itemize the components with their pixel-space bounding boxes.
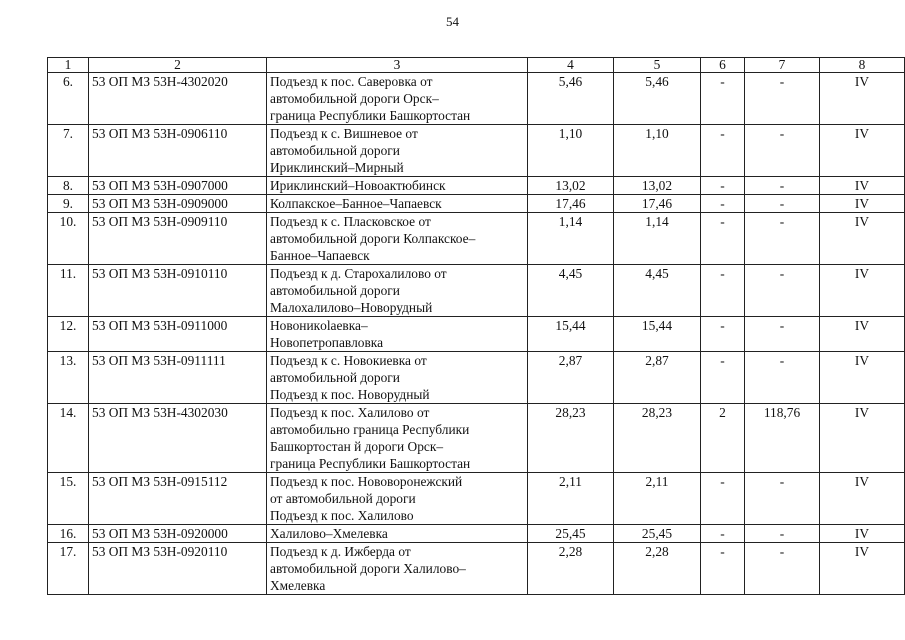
- road-name-line: Подъезд к с. Новокиевка от: [270, 353, 427, 368]
- table-row: [48, 195, 905, 213]
- header-row: [48, 58, 905, 73]
- road-name: [267, 525, 528, 543]
- road-name-line: Подъезд к д. Ижберда от: [270, 544, 411, 559]
- road-name-line: автомобильной дороги: [270, 370, 400, 385]
- row-number: 13.: [48, 352, 89, 404]
- road-name: [267, 125, 528, 177]
- row-number: 6.: [48, 73, 89, 125]
- road-category: IV: [820, 213, 905, 265]
- table-row: [48, 73, 905, 125]
- road-name-line: Новопетропавловка: [270, 335, 384, 350]
- row-number: 10.: [48, 213, 89, 265]
- header-cell: 6: [701, 58, 745, 73]
- road-code: 53 ОП МЗ 53Н-0920110: [89, 543, 267, 595]
- col-7-value: -: [745, 525, 820, 543]
- road-code: 53 ОП МЗ 53Н-4302030: [89, 404, 267, 473]
- header-cell: 2: [89, 58, 267, 73]
- road-category: IV: [820, 473, 905, 525]
- road-code: 53 ОП МЗ 53Н-0909110: [89, 213, 267, 265]
- col-6-value: -: [701, 125, 745, 177]
- row-number: 14.: [48, 404, 89, 473]
- col-5-value: 28,23: [614, 404, 701, 473]
- header-cell: 8: [820, 58, 905, 73]
- road-name-line: автомобильной дороги: [270, 283, 400, 298]
- road-name-line: граница Республики Башкортостан: [270, 456, 471, 471]
- road-category: IV: [820, 195, 905, 213]
- col-7-value: -: [745, 543, 820, 595]
- col-6-value: -: [701, 265, 745, 317]
- table-body: [48, 73, 905, 595]
- road-code: 53 ОП МЗ 53Н-0910110: [89, 265, 267, 317]
- col-4-value: 13,02: [528, 177, 614, 195]
- road-name-line: от автомобильной дороги: [270, 491, 416, 506]
- row-number: 7.: [48, 125, 89, 177]
- road-code: 53 ОП МЗ 53Н-0907000: [89, 177, 267, 195]
- road-name: [267, 543, 528, 595]
- col-7-value: -: [745, 195, 820, 213]
- road-name: [267, 352, 528, 404]
- road-name-line: Ириклинский–Мирный: [270, 160, 404, 175]
- road-category: IV: [820, 177, 905, 195]
- col-6-value: -: [701, 525, 745, 543]
- row-number: 8.: [48, 177, 89, 195]
- road-name-line: Подъезд к пос. Халилово: [270, 508, 414, 523]
- col-6-value: 2: [701, 404, 745, 473]
- col-4-value: 25,45: [528, 525, 614, 543]
- road-name-line: Банное–Чапаевск: [270, 248, 370, 263]
- row-number: 12.: [48, 317, 89, 352]
- col-4-value: 2,28: [528, 543, 614, 595]
- road-name-line: Хмелевка: [270, 578, 326, 593]
- road-name-line: Подъезд к пос. Нововоронежский: [270, 474, 463, 489]
- road-name-line: автомобильной дороги Орск–: [270, 91, 439, 106]
- road-name-line: Подъезд к пос. Саверовка от: [270, 74, 433, 89]
- col-7-value: -: [745, 352, 820, 404]
- col-7-value: -: [745, 73, 820, 125]
- col-5-value: 4,45: [614, 265, 701, 317]
- road-category: IV: [820, 317, 905, 352]
- col-4-value: 1,14: [528, 213, 614, 265]
- col-5-value: 2,28: [614, 543, 701, 595]
- road-code: 53 ОП МЗ 53Н-4302020: [89, 73, 267, 125]
- header-cell: 1: [48, 58, 89, 73]
- road-name: [267, 213, 528, 265]
- col-6-value: -: [701, 73, 745, 125]
- road-name: [267, 195, 528, 213]
- col-5-value: 5,46: [614, 73, 701, 125]
- table-row: [48, 404, 905, 473]
- road-name-line: автомобильной дороги Колпакское–: [270, 231, 476, 246]
- col-6-value: -: [701, 543, 745, 595]
- col-6-value: -: [701, 213, 745, 265]
- col-5-value: 2,87: [614, 352, 701, 404]
- road-name-line: Колпакское–Банное–Чапаевск: [270, 196, 442, 211]
- col-4-value: 17,46: [528, 195, 614, 213]
- road-name-line: Подъезд к д. Старохалилово от: [270, 266, 447, 281]
- road-name-line: автомобильно граница Республики: [270, 422, 470, 437]
- road-code: 53 ОП МЗ 53Н-0920000: [89, 525, 267, 543]
- col-7-value: 118,76: [745, 404, 820, 473]
- table-row: [48, 317, 905, 352]
- col-4-value: 2,11: [528, 473, 614, 525]
- col-5-value: 2,11: [614, 473, 701, 525]
- road-category: IV: [820, 73, 905, 125]
- col-7-value: -: [745, 177, 820, 195]
- table-row: [48, 177, 905, 195]
- road-name-line: автомобильной дороги: [270, 143, 400, 158]
- col-4-value: 5,46: [528, 73, 614, 125]
- header-cell: 5: [614, 58, 701, 73]
- col-4-value: 28,23: [528, 404, 614, 473]
- col-7-value: -: [745, 265, 820, 317]
- col-5-value: 1,14: [614, 213, 701, 265]
- road-category: IV: [820, 265, 905, 317]
- road-name: [267, 73, 528, 125]
- road-category: IV: [820, 125, 905, 177]
- road-name: [267, 404, 528, 473]
- road-name-line: граница Республики Башкортостан: [270, 108, 471, 123]
- road-code: 53 ОП МЗ 53Н-0906110: [89, 125, 267, 177]
- col-4-value: 4,45: [528, 265, 614, 317]
- road-name-line: автомобильной дороги Халилово–: [270, 561, 466, 576]
- header-cell: 7: [745, 58, 820, 73]
- road-name: [267, 473, 528, 525]
- row-number: 16.: [48, 525, 89, 543]
- col-5-value: 25,45: [614, 525, 701, 543]
- road-name-line: Подъезд к с. Пласковское от: [270, 214, 431, 229]
- road-category: IV: [820, 404, 905, 473]
- col-4-value: 15,44: [528, 317, 614, 352]
- col-6-value: -: [701, 177, 745, 195]
- roads-table: [47, 57, 905, 595]
- table-row: [48, 352, 905, 404]
- col-6-value: -: [701, 473, 745, 525]
- road-category: IV: [820, 525, 905, 543]
- table-row: [48, 265, 905, 317]
- header-cell: 4: [528, 58, 614, 73]
- col-7-value: -: [745, 473, 820, 525]
- page-number: 54: [446, 14, 459, 29]
- road-name-line: Малохалилово–Новорудный: [270, 300, 433, 315]
- road-name: [267, 317, 528, 352]
- col-5-value: 15,44: [614, 317, 701, 352]
- row-number: 11.: [48, 265, 89, 317]
- header-cell: 3: [267, 58, 528, 73]
- row-number: 17.: [48, 543, 89, 595]
- col-4-value: 2,87: [528, 352, 614, 404]
- road-name-line: Подъезд к с. Вишневое от: [270, 126, 418, 141]
- table-row: [48, 125, 905, 177]
- col-6-value: -: [701, 317, 745, 352]
- road-name-line: Башкортостан й дороги Орск–: [270, 439, 444, 454]
- road-name-line: Халилово–Хмелевка: [270, 526, 388, 541]
- road-code: 53 ОП МЗ 53Н-0909000: [89, 195, 267, 213]
- road-category: IV: [820, 352, 905, 404]
- road-name-line: Подъезд к пос. Халилово от: [270, 405, 430, 420]
- col-7-value: -: [745, 317, 820, 352]
- col-5-value: 13,02: [614, 177, 701, 195]
- road-name: [267, 177, 528, 195]
- col-4-value: 1,10: [528, 125, 614, 177]
- col-5-value: 1,10: [614, 125, 701, 177]
- row-number: 9.: [48, 195, 89, 213]
- road-name: [267, 265, 528, 317]
- road-code: 53 ОП МЗ 53Н-0915112: [89, 473, 267, 525]
- col-6-value: -: [701, 195, 745, 213]
- row-number: 15.: [48, 473, 89, 525]
- col-5-value: 17,46: [614, 195, 701, 213]
- road-name-line: Подъезд к пос. Новорудный: [270, 387, 430, 402]
- table-row: [48, 213, 905, 265]
- road-code: 53 ОП МЗ 53Н-0911111: [89, 352, 267, 404]
- road-code: 53 ОП МЗ 53Н-0911000: [89, 317, 267, 352]
- table-row: [48, 543, 905, 595]
- road-name-line: Ириклинский–Новоактюбинск: [270, 178, 446, 193]
- road-name-line: Новоникolaевка–: [270, 318, 368, 333]
- col-6-value: -: [701, 352, 745, 404]
- col-7-value: -: [745, 125, 820, 177]
- table-row: [48, 473, 905, 525]
- col-7-value: -: [745, 213, 820, 265]
- road-category: IV: [820, 543, 905, 595]
- table-row: [48, 525, 905, 543]
